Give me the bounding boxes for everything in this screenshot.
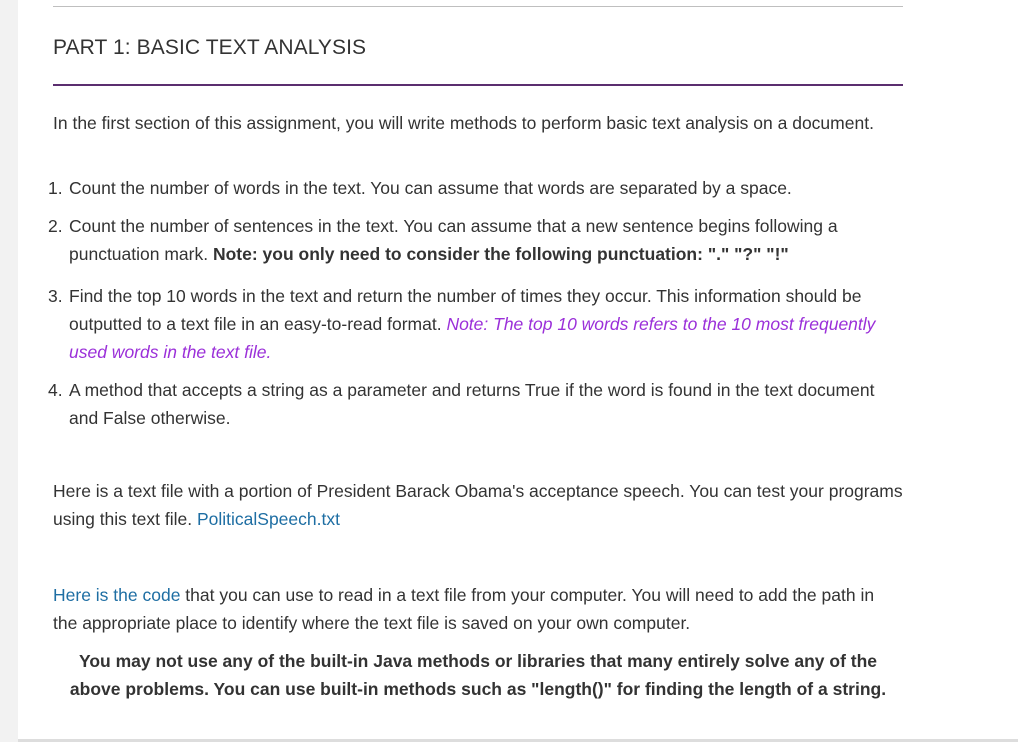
task-item-3 — [48, 282, 888, 366]
task-number: 2. — [48, 216, 63, 236]
speech-file-text: Here is a text file with a portion of President Barack Obama's acceptance speech. You can test your programs using this text file. — [53, 481, 903, 529]
political-speech-link[interactable]: PoliticalSpeech.txt — [196, 509, 340, 529]
task-number: 3. — [48, 286, 63, 306]
title-underline — [53, 84, 903, 86]
left-gutter — [0, 0, 18, 742]
task-item-1 — [48, 174, 888, 202]
task-number: 4. — [48, 380, 63, 400]
code-paragraph-text: that you can use to read in a text file from your computer. You will need to add the path in the appropriate place to identify where the text file is saved on your own computer. — [53, 585, 875, 633]
top-words-note: Note: The top 10 words refers to the 10 most frequently used words in the text file. — [69, 314, 876, 362]
task-number: 1. — [48, 178, 63, 198]
task-text: Find the top 10 words in the text and return the number of times they occur. This information should be outputted to a text file in an easy-to-read format. — [69, 286, 862, 334]
task-list — [48, 174, 888, 442]
code-link[interactable]: Here is the code — [53, 585, 181, 605]
top-divider — [53, 6, 903, 7]
restriction-warning: You may not use any of the built-in Java methods or libraries that many entirely solve any of the above problems. You can use built-in methods such as "length()" for finding the length of a string. — [69, 651, 887, 699]
code-paragraph — [53, 581, 903, 637]
intro-paragraph: In the first section of this assignment, you will write methods to perform basic text analysis on a document. — [53, 113, 874, 133]
task-text: Count the number of words in the text. You can assume that words are separated by a space. — [69, 178, 792, 198]
task-item-4 — [48, 376, 888, 432]
task-text: Count the number of sentences in the text. You can assume that a new sentence begins following a punctuation mark. — [69, 216, 838, 264]
task-text: A method that accepts a string as a parameter and returns True if the word is found in the text document and False otherwise. — [69, 380, 875, 428]
task-item-2 — [48, 212, 888, 268]
speech-file-paragraph — [53, 477, 903, 533]
page-title: PART 1: BASIC TEXT ANALYSIS — [53, 36, 367, 59]
punctuation-note: Note: you only need to consider the following punctuation: "." "?" "!" — [212, 244, 789, 264]
